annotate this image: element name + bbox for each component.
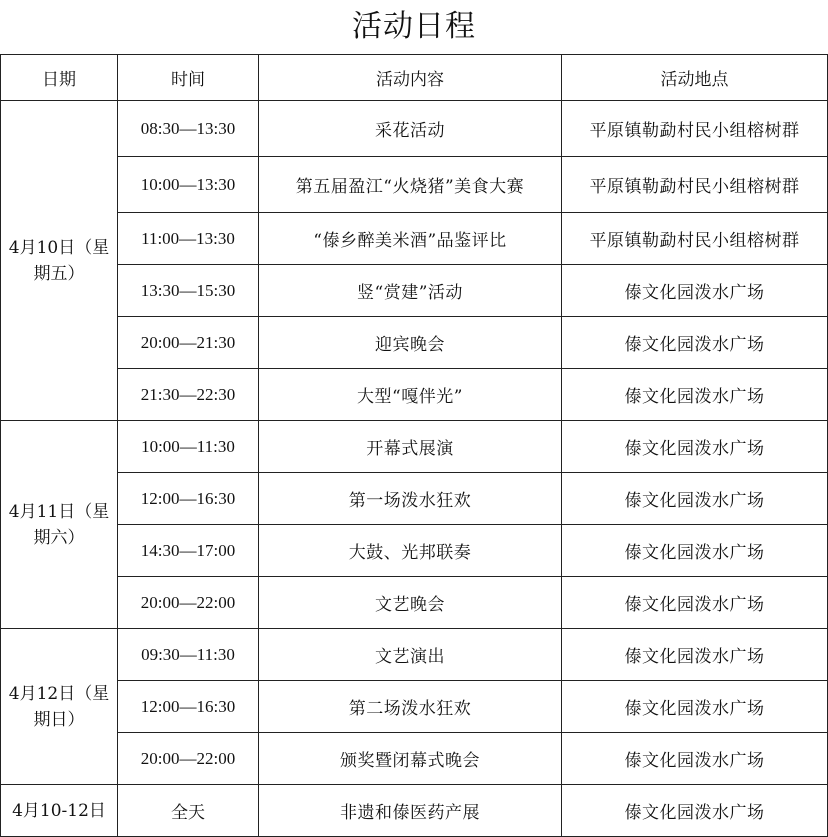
time-cell: 10:00—13:30 (118, 157, 259, 213)
location-cell: 傣文化园泼水广场 (562, 577, 828, 629)
table-row (1, 629, 828, 681)
activity-cell: 文艺演出 (259, 629, 562, 681)
time-cell: 21:30—22:30 (118, 369, 259, 421)
table-row (1, 317, 828, 369)
activity-cell: 第一场泼水狂欢 (259, 473, 562, 525)
page-title: 活动日程 (352, 9, 476, 44)
activity-cell: 非遗和傣医药产展 (259, 785, 562, 837)
activity-cell: “傣乡醉美米酒”品鉴评比 (259, 213, 562, 265)
time-cell: 14:30—17:00 (118, 525, 259, 577)
table-row (1, 473, 828, 525)
activity-cell: 第二场泼水狂欢 (259, 681, 562, 733)
column-header-activity: 活动内容 (259, 55, 562, 101)
time-cell: 09:30—11:30 (118, 629, 259, 681)
activity-cell: 采花活动 (259, 101, 562, 157)
location-cell: 平原镇勒勐村民小组榕树群 (562, 101, 828, 157)
activity-cell: 大型“嘎伴光” (259, 369, 562, 421)
activity-cell: 颁奖暨闭幕式晚会 (259, 733, 562, 785)
column-header-time: 时间 (118, 55, 259, 101)
location-cell: 傣文化园泼水广场 (562, 681, 828, 733)
date-cell: 4月10-12日 (1, 785, 118, 837)
time-cell: 20:00—22:00 (118, 577, 259, 629)
location-cell: 平原镇勒勐村民小组榕树群 (562, 157, 828, 213)
table-row (1, 265, 828, 317)
column-header-date: 日期 (1, 55, 118, 101)
date-cell: 4月12日（星期日） (1, 629, 118, 785)
location-cell: 傣文化园泼水广场 (562, 473, 828, 525)
location-cell: 傣文化园泼水广场 (562, 525, 828, 577)
location-cell: 傣文化园泼水广场 (562, 785, 828, 837)
time-cell: 全天 (118, 785, 259, 837)
time-cell: 12:00—16:30 (118, 681, 259, 733)
table-row (1, 213, 828, 265)
table-row (1, 525, 828, 577)
table-header-row (1, 55, 828, 101)
time-cell: 10:00—11:30 (118, 421, 259, 473)
time-cell: 08:30—13:30 (118, 101, 259, 157)
location-cell: 傣文化园泼水广场 (562, 733, 828, 785)
location-cell: 傣文化园泼水广场 (562, 369, 828, 421)
time-cell: 12:00—16:30 (118, 473, 259, 525)
activity-cell: 第五届盈江“火烧猪”美食大赛 (259, 157, 562, 213)
time-cell: 20:00—22:00 (118, 733, 259, 785)
table-row (1, 157, 828, 213)
table-row (1, 681, 828, 733)
column-header-location: 活动地点 (562, 55, 828, 101)
activity-cell: 开幕式展演 (259, 421, 562, 473)
date-cell: 4月11日（星期六） (1, 421, 118, 629)
table-row (1, 733, 828, 785)
activity-cell: 大鼓、光邦联奏 (259, 525, 562, 577)
location-cell: 傣文化园泼水广场 (562, 421, 828, 473)
table-row (1, 785, 828, 837)
time-cell: 11:00—13:30 (118, 213, 259, 265)
activity-cell: 迎宾晚会 (259, 317, 562, 369)
table-row (1, 101, 828, 157)
schedule-table (0, 54, 828, 837)
activity-cell: 竖“赏建”活动 (259, 265, 562, 317)
time-cell: 13:30—15:30 (118, 265, 259, 317)
location-cell: 傣文化园泼水广场 (562, 317, 828, 369)
table-row (1, 369, 828, 421)
activity-cell: 文艺晚会 (259, 577, 562, 629)
location-cell: 傣文化园泼水广场 (562, 265, 828, 317)
location-cell: 傣文化园泼水广场 (562, 629, 828, 681)
location-cell: 平原镇勒勐村民小组榕树群 (562, 213, 828, 265)
table-row (1, 421, 828, 473)
time-cell: 20:00—21:30 (118, 317, 259, 369)
date-cell: 4月10日（星期五） (1, 101, 118, 421)
table-row (1, 577, 828, 629)
